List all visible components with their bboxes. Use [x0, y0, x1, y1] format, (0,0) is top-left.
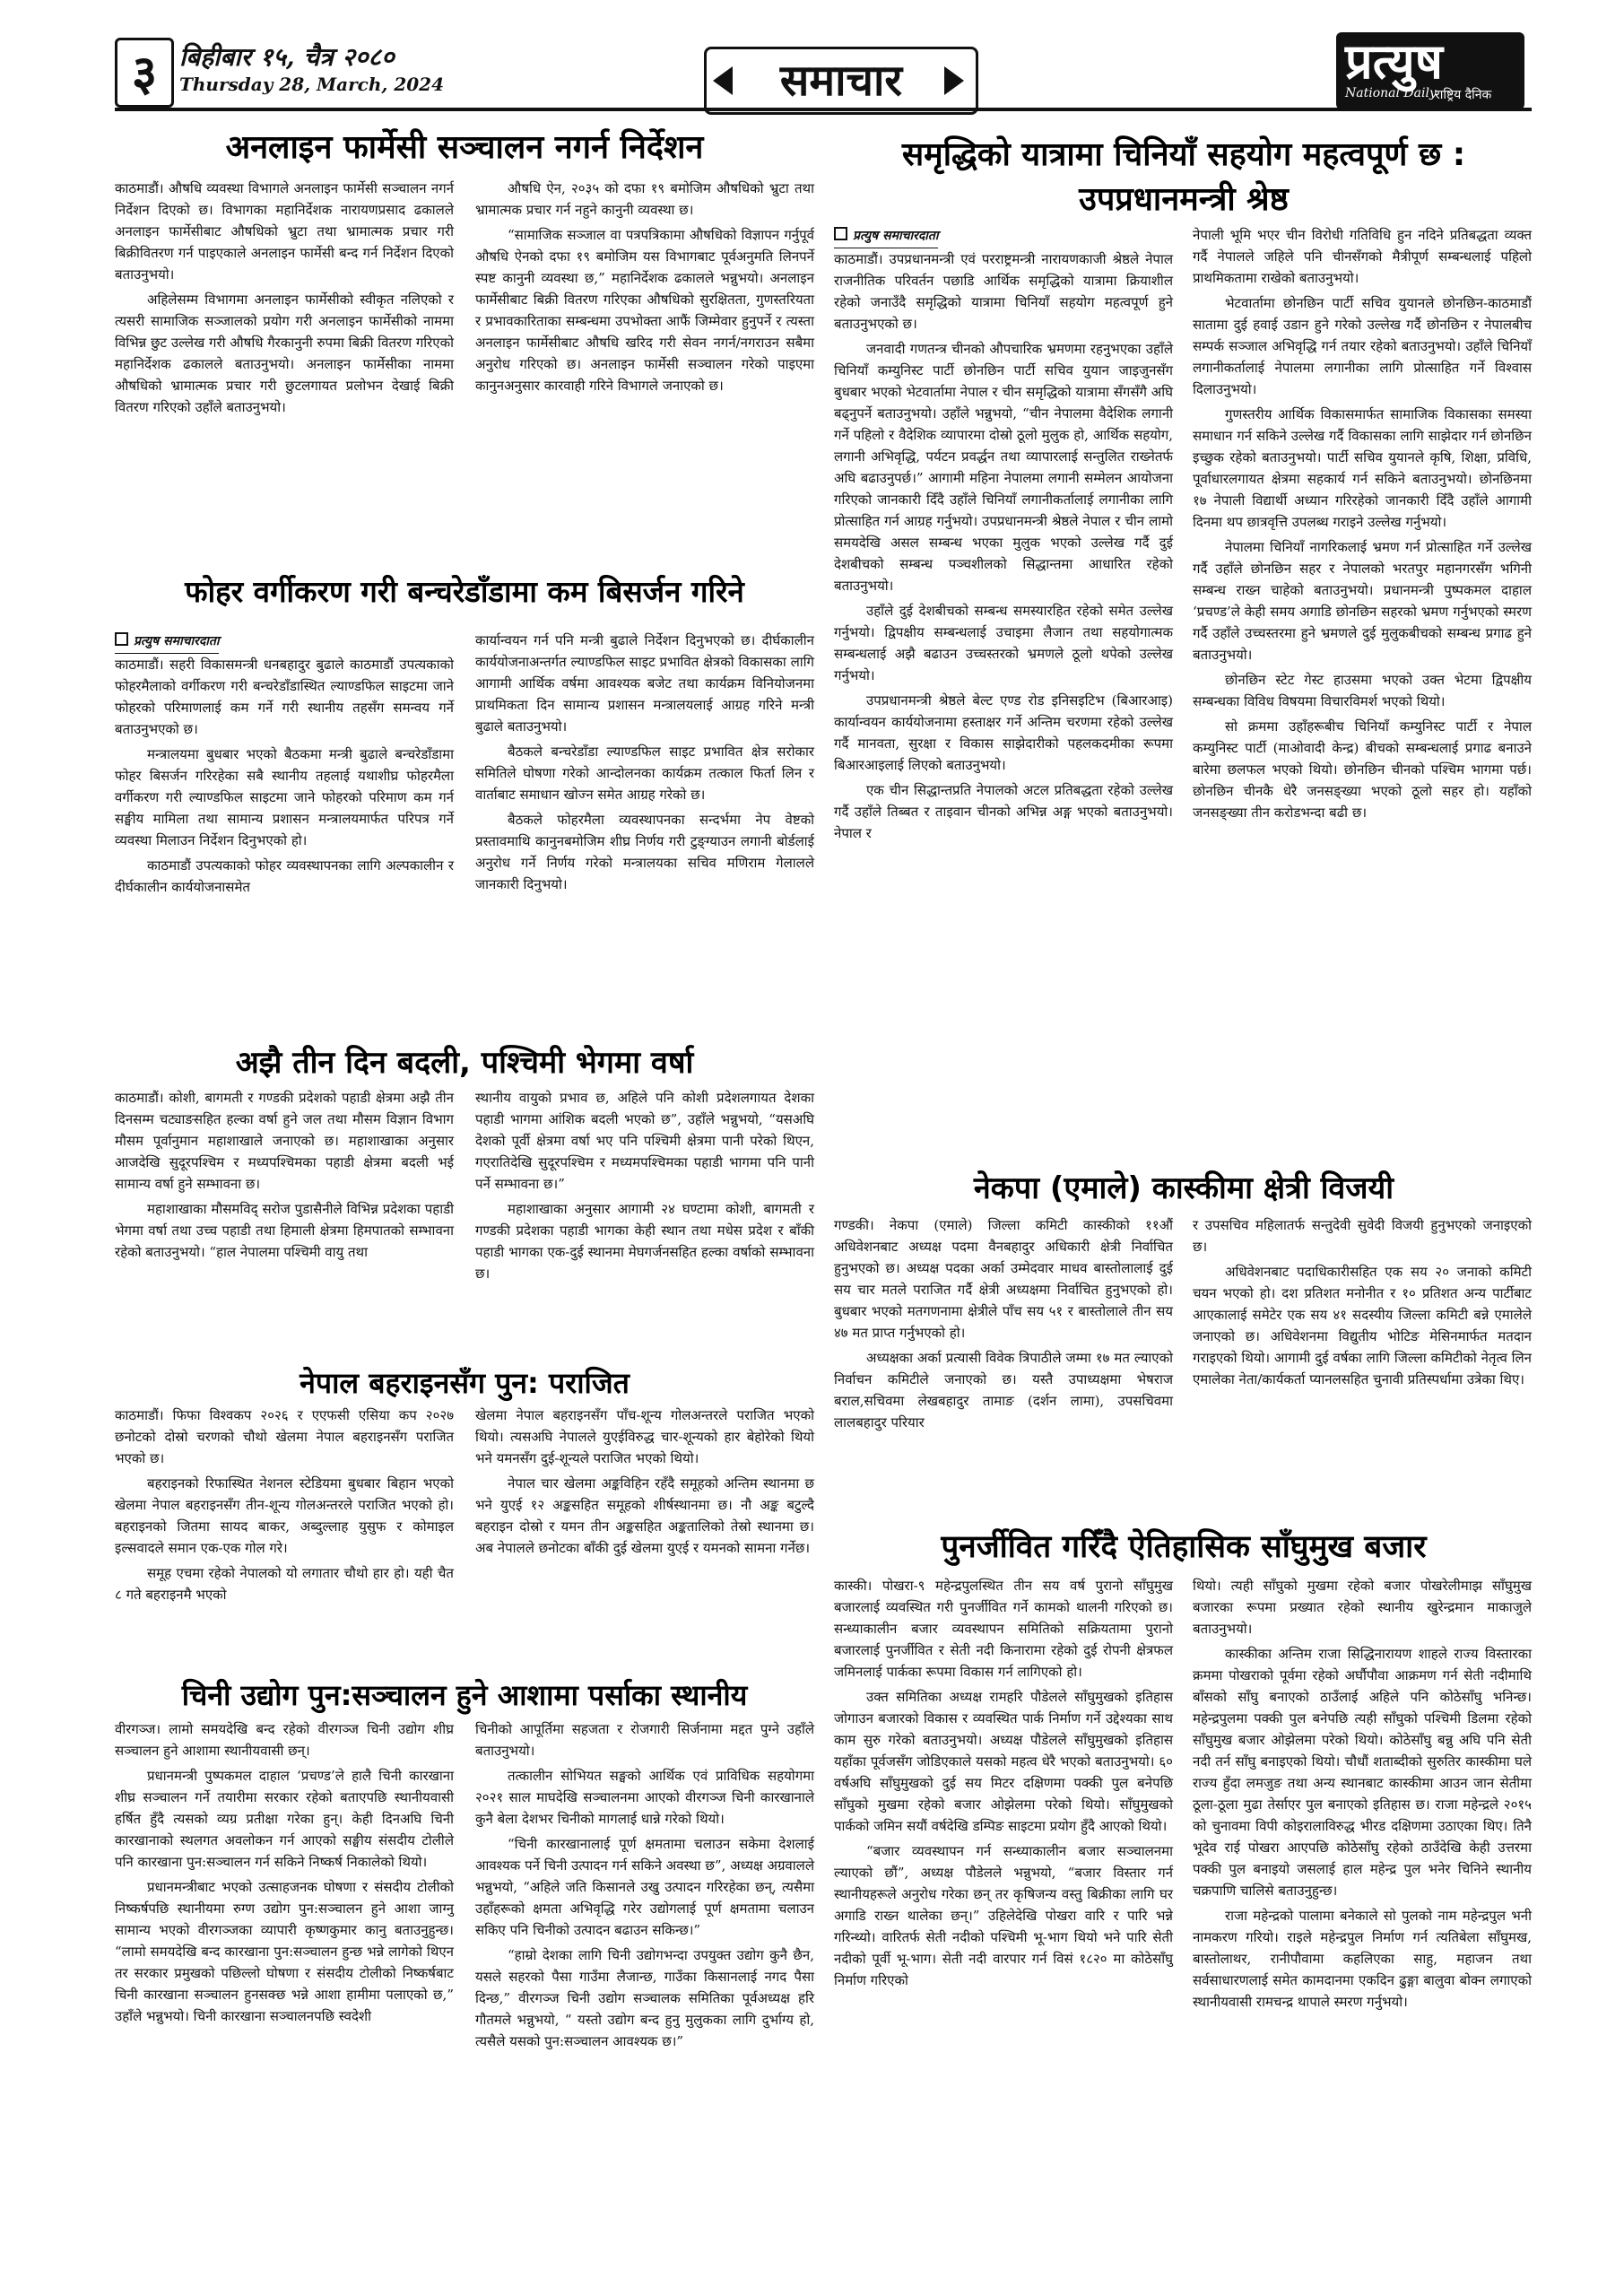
- headline-kaski: नेकपा (एमाले) कास्कीमा क्षेत्री विजयी: [973, 1170, 1394, 1206]
- weather-col-1: [115, 1087, 454, 1266]
- logo-tag-en: National Daily: [1345, 86, 1437, 100]
- paragraph: “हाम्रो देशका लागि चिनी उद्योगभन्दा उपयुक्त उद्योग कुनै छैन, यसले सहरको पैसा गाउँमा लैजान्छ, गाउँका किसानलाई नगद पैसा दिन्छ,” वीरगञ्ज चिनी उद्योग सञ्चालक समितिका पूर्वअध्यक्ष हरि गौतमले भन्नुभयो, “ यस्तो उद्योग बन्द हुनु मुलुकका लागि दुर्भाग्य हो, त्यसैले यसको पुन:सञ्चालन आवश्यक छ।”: [475, 1947, 814, 2049]
- sugar-col-1: [115, 1718, 454, 2031]
- paragraph: काठमाडौं उपत्यकाको फोहर व्यवस्थापनका लागि अल्पकालीन र दीर्घकालीन कार्ययोजनासमेत: [115, 857, 454, 895]
- paragraph: खेलमा नेपाल बहराइनसँग पाँच-शून्य गोलअन्तरले पराजित भएको थियो। त्यसअघि नेपालले युएईविरुद्ध चार-शून्यको हार बेहोरेको थियो भने यमनसँग दुई-शून्यले पराजित भएको थियो।: [475, 1407, 814, 1466]
- paragraph: औषधि ऐन, २०३५ को दफा १९ बमोजिम औषधिको भ्रुटा तथा भ्रामात्मक प्रचार गर्न नहुने कानुनी व्यवस्था छ।: [475, 180, 814, 218]
- paragraph: प्रधानमन्त्रीबाट भएको उत्साहजनक घोषणा र संसदीय टोलीको निष्कर्षपछि स्थानीयमा रुग्ण उद्योग पुन:सञ्चालन हुने आशा जाग्नु सामान्य भएको वीरगञ्जका व्यापारी कृष्णकुमार कानु बताउनुहुन्छ। “लामो समयदेखि बन्द कारखाना पुन:सञ्चालन हुन्छ भन्ने लागेको थिएन तर सरकार प्रमुखको पछिल्लो घोषणा र संसदीय टोलीको निष्कर्षबाट चिनी कारखाना सञ्चालन हुनसक्छ भन्ने आशा हामीमा पलाएको छ,” उहाँले भन्नुभयो। चिनी कारखाना सञ्चालनपछि स्वदेशी: [115, 1879, 454, 2024]
- waste-col-2: [475, 630, 814, 899]
- pharmacy-col-1: [115, 178, 454, 422]
- arrow-right-icon: [944, 66, 964, 95]
- paragraph: काठमाडौं। उपप्रधानमन्त्री एवं परराष्ट्रमन्त्री नारायणकाजी श्रेष्ठले नेपाल राजनीतिक परिवर्तन पछाडि आर्थिक समृद्धिको यात्रामा क्रियाशील रहेको जनाउँदै समृद्धिको यात्रामा चिनियाँ सहयोग महत्वपूर्ण हुने बताउनुभएको छ।: [834, 251, 1173, 332]
- date-english: Thursday 28, March, 2024: [179, 74, 444, 95]
- paragraph: बहराइनको रिफास्थित नेशनल स्टेडियमा बुधबार बिहान भएको खेलमा नेपाल बहराइनसँग तीन-शून्य गोलअन्तरले पराजित भएको हो। बहराइनको जितमा सायद बाकर, अब्दुल्लाह युसुफ र कोमाइल इल्सवादले समान एक-एक गोल गरे।: [115, 1475, 454, 1556]
- waste-col-1: [115, 630, 454, 901]
- paragraph: जनवादी गणतन्त्र चीनको औपचारिक भ्रमणमा रहनुभएका उहाँले चिनियाँ कम्युनिस्ट पार्टी छोनछिन पार्टी सचिव युयान जाइजुनसँग बुधबार भएको भेटवार्तामा नेपाल र चीन समृद्धिको यात्रामा सँगसँगै अघि बढ्नुपर्ने बताउनुभयो। उहाँले भन्नुभयो, “चीन नेपालमा वैदेशिक लगानी गर्ने पहिलो र वैदेशिक व्यापारमा दोस्रो ठूलो मुलुक हो, आर्थिक सहयोग, लगानी अभिवृद्धि, पर्यटन प्रवर्द्धन तथा व्यापारलाई सन्तुलित राख्नेतर्फ अघि बढाउनुपर्छ।” आगामी महिना नेपालमा लगानी सम्मेलन आयोजना गरिएको जानकारी दिँदै उहाँले चिनियाँ लगानीकर्तालाई लगानीका लागि प्रोत्साहित गर्न आग्रह गर्नुभयो। उपप्रधानमन्त्री श्रेष्ठले नेपाल र चीन लामो समयदेखि असल सम्बन्ध भएका मुलुक भएको उल्लेख गर्दै दुई देशबीचको सम्बन्ध पञ्चशीलको सिद्धान्तमा आधारित रहेको बताउनुभयो।: [834, 341, 1173, 594]
- paragraph: अधिवेशनबाट पदाधिकारीसहित एक सय २० जनाको कमिटी चयन भएको हो। दश प्रतिशत मनोनीत र १० प्रतिशत अन्य पार्टीबाट आएकालाई समेटेर एक सय ४१ सदस्यीय जिल्ला कमिटी बन्ने एमालेले जनाएको छ। अधिवेशनमा विद्युतीय भोटिङ मेसिनमार्फत मतदान गराइएको थियो। आगामी दुई वर्षका लागि जिल्ला कमिटीको नेतृत्व लिन एमालेका नेता/कार्यकर्ता प्यानलसहित चुनावी प्रतिस्पर्धामा उत्रेका थिए।: [1193, 1264, 1532, 1387]
- paragraph: छोनछिन स्टेट गेस्ट हाउसमा भएको उक्त भेटमा द्विपक्षीय सम्बन्धका विविध विषयमा विचारविमर्श भएको थियो।: [1193, 672, 1532, 709]
- byline: प्रत्युष समाचारदाता: [115, 631, 219, 654]
- section-title: समाचार: [704, 47, 978, 115]
- headline-china-line1: समृद्धिको यात्रामा चिनियाँ सहयोग महत्वपूर्ण छ :: [901, 136, 1466, 173]
- paragraph: कास्की। पोखरा-९ महेन्द्रपुलस्थित तीन सय वर्ष पुरानो साँघुमुख बजारलाई व्यवस्थित गरी पुनर्जीवित गर्ने कामको थालनी गरिएको छ। सन्ध्याकालीन बजार व्यवस्थापन समितिको सक्रियतामा पुरानो बजारलाई पुनर्जीवित र सेती नदी किनारामा रहेको दुई रोपनी क्षेत्रफल जमिनलाई पार्कका रूपमा विकास गर्न लागिएको हो।: [834, 1578, 1173, 1680]
- headline-weather: अझै तीन दिन बदली, पश्चिमी भेगमा वर्षा: [235, 1045, 694, 1081]
- paragraph: वीरगञ्ज। लामो समयदेखि बन्द रहेको वीरगञ्ज चिनी उद्योग शीघ्र सञ्चालन हुने आशामा स्थानीयवासी छन्।: [115, 1721, 454, 1759]
- logo-tag-np: राष्ट्रिय दैनिक: [1435, 88, 1492, 102]
- paragraph: “सामाजिक सञ्जाल वा पत्रपत्रिकामा औषधिको विज्ञापन गर्नुपूर्व औषधि ऐनको दफा १९ बमोजिम यस विभागबाट पूर्वअनुमति लिनपर्ने स्पष्ट कानुनी व्यवस्था छ,” महानिर्देशक ढकालले भन्नुभयो। अनलाइन फार्मेसीबाट बिक्री वितरण गरिएका औषधिको सुरक्षितता, गुणस्तरियता र प्रभावकारिताका सम्बन्धमा उपभोक्ता आफैं जिम्मेवार हुनुपर्ने र त्यस्ता अनलाइन फार्मेसीबाट औषधि खरिद गरी सेवन नगर्न/नगराउन सबैमा अनुरोध गरिएको छ। अनलाइन फार्मेसी सञ्चालन गरेको पाइएमा कानुनअनुसार कारवाही गरिने विभागले जनाएको छ।: [475, 227, 814, 394]
- pharmacy-col-2: [475, 178, 814, 400]
- bazaar-col-1: [834, 1575, 1173, 1995]
- sugar-col-2: [475, 1718, 814, 2056]
- paragraph: स्थानीय वायुको प्रभाव छ, अहिले पनि कोशी प्रदेशलगायत देशका पहाडी भागमा आंशिक बदली भएको छ”, उहाँले भन्नुभयो, “यसअघि देशको पूर्वी क्षेत्रमा वर्षा भए पनि पश्चिमी क्षेत्रमा पानी परेको थिएन, गएरातिदेखि सुदूरपश्चिम र मध्यमपश्चिमका पहाडी भागमा पनि पानी पर्ने सम्भावना छ।”: [475, 1090, 814, 1192]
- paragraph: नेपाली भूमि भएर चीन विरोधी गतिविधि हुन नदिने प्रतिबद्धता व्यक्त गर्दै नेपालले जहिले पनि चीनसँगको मैत्रीपूर्ण सम्बन्धलाई पहिलो प्राथमिकतामा राखेको बताउनुभयो।: [1193, 227, 1532, 286]
- paragraph: काठमाडौं। कोशी, बागमती र गण्डकी प्रदेशको पहाडी क्षेत्रमा अझै तीन दिनसम्म चट्याङसहित हल्का वर्षा हुने जल तथा मौसम विज्ञान विभाग मौसम पूर्वानुमान महाशाखाले जनाएको छ। महाशाखाका अनुसार आजदेखि सुदूरपश्चिम र मध्यपश्चिमका पहाडी क्षेत्रमा बदली भई सामान्य वर्षा हुने सम्भावना छ।: [115, 1090, 454, 1192]
- paragraph: अध्यक्षका अर्का प्रत्यासी विवेक त्रिपाठीले जम्मा १७ मत ल्याएको निर्वाचन कमिटीले जनाएको छ। यस्तै उपाध्यक्षमा भेषराज बराल,सचिवमा लेखबहादुर तामाङ (दर्शन लामा), उपसचिवमा लालबहादुर परियार: [834, 1350, 1173, 1431]
- newspaper-logo: [1336, 32, 1524, 109]
- square-icon: [834, 227, 847, 240]
- china-col-2: [1193, 224, 1532, 827]
- paragraph: समूह एचमा रहेको नेपालको यो लगातार चौथो हार हो। यही चैत ८ गते बहराइनमै भएको: [115, 1565, 454, 1603]
- paragraph: उपप्रधानमन्त्री श्रेष्ठले बेल्ट एण्ड रोड इनिसइटिभ (बिआरआइ) कार्यान्वयन कार्ययोजनामा हस्ताक्षर गर्ने अन्तिम चरणमा रहेको उल्लेख गर्दै मानवता, सुरक्षा र विकास साझेदारीको पहलकदमीका रूपमा बिआरआइलाई लिएको बताउनुभयो।: [834, 692, 1173, 773]
- headline-football: नेपाल बहराइनसँग पुन: पराजित: [300, 1366, 630, 1400]
- arrow-left-icon: [713, 66, 733, 95]
- paragraph: सो क्रममा उहाँहरूबीच चिनियाँ कम्युनिस्ट पार्टी र नेपाल कम्युनिस्ट पार्टी (माओवादी केन्द्र) बीचको सम्बन्धलाई प्रगाढ बनाउने बारेमा छलफल भएको थियो। छोनछिन चीनको पश्चिम भागमा पर्छ। छोनछिन चीनकै धेरै जनसङ्ख्या भएको ठूलो सहर हो। यहाँको जनसङ्ख्या तीन करोडभन्दा बढी छ।: [1193, 718, 1532, 821]
- paragraph: एक चीन सिद्धान्तप्रति नेपालको अटल प्रतिबद्धता रहेको उल्लेख गर्दै उहाँले तिब्बत र ताइवान चीनको अभिन्न अङ्ग भएको बताउनुभयो। नेपाल र: [834, 782, 1173, 841]
- paragraph: बैठकले बन्चरेडाँडा ल्याण्डफिल साइट प्रभावित क्षेत्र सरोकार समितिले घोषणा गरेको आन्दोलनका कार्यक्रम तत्काल फिर्ता लिन र वार्ताबाट समाधान खोज्न समेत आग्रह गरेको छ।: [475, 744, 814, 803]
- paragraph: कार्यान्वयन गर्न पनि मन्त्री बुढाले निर्देशन दिनुभएको छ। दीर्घकालीन कार्ययोजनाअन्तर्गत ल्याण्डफिल साइट प्रभावित क्षेत्रको विकासका लागि आगामी आर्थिक वर्षमा आवश्यक बजेट तथा कार्यक्रम विनियोजनमा प्राथमिकता दिन सामान्य प्रशासन मन्त्रालयलाई आग्रह गरिने मन्त्री बुढाले बताउनुभयो।: [475, 632, 814, 735]
- paragraph: तत्कालीन सोभियत सङ्घको आर्थिक एवं प्राविधिक सहयोगमा २०२१ साल माघदेखि सञ्चालनमा आएको वीरगञ्ज चिनी कारखानाले कुनै बेला देशभर चिनीको मागलाई धान्ने गरेको थियो।: [475, 1768, 814, 1827]
- paragraph: काठमाडौं। औषधि व्यवस्था विभागले अनलाइन फार्मेसी सञ्चालन नगर्न निर्देशन दिएको छ। विभागका महानिर्देशक नारायणप्रसाद ढकालले अनलाइन फार्मेसीबाट औषधिको भ्रुटा तथा भ्रामात्मक प्रचार गरी बिक्रीवितरण गर्न पाइएकाले अनलाइन फार्मेसी बन्द गर्न निर्देशन दिएको बताउनुभयो।: [115, 180, 454, 283]
- paragraph: बैठकले फोहरमैला व्यवस्थापनका सन्दर्भमा नेप वेष्टको प्रस्तावमाथि कानुनबमोजिम शीघ्र निर्णय गरी टुङ्ग्याउन लगानी बोर्डलाई अनुरोध गर्ने निर्णय गरेको मन्त्रालयका सचिव मणिराम गेलालले जानकारी दिनुभयो।: [475, 812, 814, 892]
- paragraph: नेपालमा चिनियाँ नागरिकलाई भ्रमण गर्न प्रोत्साहित गर्ने उल्लेख गर्दै उहाँले छोनछिन सहर र नेपालको भरतपुर महानगरसँग भगिनी सम्बन्ध राख्न चाहेको बताउनुभयो। प्रधानमन्त्री पुष्पकमल दाहाल ‘प्रचण्ड’ले केही समय अगाडि छोनछिन सहरको भ्रमण गर्नुभएको स्मरण गर्दै उहाँले उच्चस्तरमा हुने भ्रमणले दुई मुलुकबीचको सम्बन्ध प्रगाढ हुने बताउनुभयो।: [1193, 539, 1532, 663]
- paragraph: अहिलेसम्म विभागमा अनलाइन फार्मेसीको स्वीकृत नलिएको र त्यसरी सामाजिक सञ्जालको प्रयोग गरी अनलाइन फार्मेसीको नाममा विभिन्न छुट उल्लेख गरी औषधि गैरकानुनी रुपमा बिक्री वितरण गरिएको महानिर्देशक ढकालले बताउनुभयो। अनलाइन फार्मेसीका नाममा औषधिको भ्रामात्मक प्रचार गरी छुटलगायत प्रलोभन देखाई बिक्री वितरण गरिएको उहाँले बताउनुभयो।: [115, 291, 454, 415]
- page-number: ३: [115, 38, 174, 108]
- paragraph: चिनीको आपूर्तिमा सहजता र रोजगारी सिर्जनामा मद्दत पुग्ने उहाँले बताउनुभयो।: [475, 1721, 814, 1759]
- paragraph: काठमाडौं। सहरी विकासमन्त्री धनबहादुर बुढाले काठमाडौं उपत्यकाको फोहरमैलाको वर्गीकरण गरी बन्चरेडाँडास्थित ल्याण्डफिल साइटमा जाने फोहरको परिमाणलाई कम गर्ने गरी स्थानीय तहसँग समन्वय गर्ने बताउनुभएको छ।: [115, 657, 454, 737]
- headline-pharmacy: अनलाइन फार्मेसी सञ्चालन नगर्न निर्देशन: [225, 129, 704, 166]
- date-nepali: बिहीबार १५, चैत्र २०८०: [179, 42, 395, 72]
- paragraph: राजा महेन्द्रको पालामा बनेकाले सो पुलको नाम महेन्द्रपुल भनी नामकरण गरियो। राइले महेन्द्रपुल निर्माण गर्न त्यतिबेला साँघुमख, बास्तोलाथर, रानीपौवामा कहलिएका साहु, महाजन तथा सर्वसाधारणलाई समेत कामदानमा एकदिन ढुङ्गा बालुवा बोक्न लगाएको स्थानीयवासी रामचन्द्र थापाले स्मरण गर्नुभयो।: [1193, 1908, 1532, 2010]
- weather-col-2: [475, 1087, 814, 1288]
- paragraph: भेटवार्तामा छोनछिन पार्टी सचिव युयानले छोनछिन-काठमाडौं सातामा दुई हवाई उडान हुने गरेको उल्लेख गर्दै छोनछिन र नेपालबीच सम्पर्क सञ्जाल अभिवृद्धि गर्न तयार रहेको बताउनुभयो। उहाँले चिनियाँ लगानीकर्तालाई नेपालमा लगानीका लागि प्रोत्साहित गर्ने विश्वास दिलाउनुभयो।: [1193, 295, 1532, 397]
- kaski-col-1: [834, 1214, 1173, 1437]
- square-icon: [115, 632, 128, 646]
- paragraph: महाशाखाका अनुसार आगामी २४ घण्टामा कोशी, बागमती र गण्डकी प्रदेशका पहाडी भागका केही स्थान तथा मधेस प्रदेश र बाँकी पहाडी भागका एक-दुई स्थानमा मेघगर्जनसहित हल्का वर्षाको सम्भावना छ।: [475, 1201, 814, 1282]
- headline-china-line2: उपप्रधानमन्त्री श्रेष्ठ: [1079, 181, 1289, 218]
- headline-bazaar: पुनर्जीवित गरिँदै ऐतिहासिक साँघुमुख बजार: [941, 1529, 1427, 1565]
- paragraph: “बजार व्यवस्थापन गर्न सन्ध्याकालीन बजार सञ्चालनमा ल्याएको छौं”, अध्यक्ष पौडेलले भन्नुभयो, “बजार विस्तार गर्न स्थानीयहरूले अनुरोध गरेका छन् तर कृषिजन्य वस्तु बिक्रीका लागि घर अगाडि राख्न थालेका छन्।” उहिलेदेखि पोखरा वारि र पारि भन्ने गरिन्थ्यो। वारितर्फ सेती नदीको पश्चिमी भू-भाग थियो भने पारि सेती नदीको पूर्वी भू-भाग। सेती नदी वारपार गर्न विसं १८२० मा कोठेसाँघु निर्माण गरिएको: [834, 1843, 1173, 1988]
- paragraph: उक्त समितिका अध्यक्ष रामहरि पौडेलले साँघुमुखको इतिहास जोगाउन बजारको विकास र व्यवस्थित पार्क निर्माण गर्ने उद्देश्यका साथ काम सुरु गरेको बताउनुभयो। अध्यक्ष पौडेलले साँघुमुखको इतिहास यहाँका पूर्वजसँग जोडिएकाले यसको महत्व धेरै भएको बताउनुभयो। ६० वर्षअघि साँघुमुखको दुई सय मिटर दक्षिणमा पक्की पुल बनेपछि साँघुको मुखमा रहेको बजार ओझेलमा परेको थियो। साँघुमुखको पार्कको जमिन सयौं वर्षदेखि डम्पिङ साइटमा प्रयोग हुँदै आएको थियो।: [834, 1689, 1173, 1834]
- paragraph: महाशाखाका मौसमविद् सरोज पुडासैनीले विभिन्न प्रदेशका पहाडी भेगमा वर्षा तथा उच्च पहाडी तथा हिमाली क्षेत्रमा हिमपातको सम्भावना रहेको बताउनुभयो। “हाल नेपालमा पश्चिमी वायु तथा: [115, 1201, 454, 1260]
- paragraph: “चिनी कारखानालाई पूर्ण क्षमतामा चलाउन सकेमा देशलाई आवश्यक पर्ने चिनी उत्पादन गर्न सकिने अवस्था छ”, अध्यक्ष अग्रवालले भन्नुभयो, “अहिले जति किसानले उखु उत्पादन गरिरहेका छन्, त्यसैमा उहाँहरूको क्षमता अभिवृद्धि गरेर उद्योगलाई पूर्ण क्षमतामा चलाउन सकिए पनि चिनीको उत्पादन बढाउन सकिन्छ।”: [475, 1836, 814, 1938]
- paragraph: मन्त्रालयमा बुधबार भएको बैठकमा मन्त्री बुढाले बन्चरेडाँडामा फोहर बिसर्जन गरिरहेका सबै स्थानीय तहलाई यथाशीघ्र फोहरमैला वर्गीकरण गरी ल्याण्डफिल साइटमा जाने फोहरको परिमाण कम गर्न सङ्घीय मामिला तथा सामान्य प्रशासन मन्त्रालयमार्फत परिपत्र गर्ने व्यवस्था मिलाउन निर्देशन दिनुभएको हो।: [115, 746, 454, 848]
- paragraph: नेपाल चार खेलमा अङ्कविहिन रहँदै समूहको अन्तिम स्थानमा छ भने युएई १२ अङ्कसहित समूहको शीर्षस्थानमा छ। नौ अङ्क बटुल्दै बहराइन दोस्रो र यमन तीन अङ्कसहित अङ्कतालिको तेस्रो स्थानमा छ। अब नेपालले छनोटका बाँकी दुई खेलमा युएई र यमनको सामना गर्नेछ।: [475, 1475, 814, 1556]
- paragraph: गुणस्तरीय आर्थिक विकासमार्फत सामाजिक विकासका समस्या समाधान गर्न सकिने उल्लेख गर्दै विकासका लागि साझेदार गर्न छोनछिन इच्छुक रहेको बताउनुभयो। पार्टी सचिव युयानले कृषि, शिक्षा, प्रविधि, पूर्वाधारलगायत क्षेत्रमा सहकार्य गर्न सकिने बताउनुभयो। छोनछिनमा १७ नेपाली विद्यार्थी अध्यान गरिरहेको जानकारी दिँदै उहाँले आगामी दिनमा थप छात्रवृत्ति उपलब्ध गराइने उल्लेख गर्नुभयो।: [1193, 406, 1532, 530]
- headline-sugar: चिनी उद्योग पुन:सञ्चालन हुने आशामा पर्साका स्थानीय: [181, 1678, 748, 1712]
- paragraph: प्रधानमन्त्री पुष्पकमल दाहाल ‘प्रचण्ड’ले हालै चिनी कारखाना शीघ्र सञ्चालन गर्ने तयारीमा सरकार रहेको बताएपछि स्थानीयवासी हर्षित हुँदै त्यसको व्यग्र प्रतीक्षा गरेका हुन्। केही दिनअघि चिनी कारखानाको स्थलगत अवलोकन गर्न आएको सङ्घीय संसदीय टोलीले पनि कारखाना पुन:सञ्चालन गर्न सकिने निष्कर्ष निकालेको थियो।: [115, 1768, 454, 1870]
- bazaar-col-2: [1193, 1575, 1532, 2016]
- paragraph: र उपसचिव महिलातर्फ सन्तुदेवी सुवेदी विजयी हुनुभएको जनाइएको छ।: [1193, 1217, 1532, 1255]
- kaski-col-2: [1193, 1214, 1532, 1394]
- byline: प्रत्युष समाचारदाता: [834, 225, 938, 248]
- football-col-1: [115, 1405, 454, 1609]
- paragraph: गण्डकी। नेकपा (एमाले) जिल्ला कमिटी कास्कीको ११औं अधिवेशनबाट अध्यक्ष पदमा वैनबहादुर अधिकारी क्षेत्री निर्वाचित हुनुभएको छ। अध्यक्ष पदका अर्का उम्मेदवार माधव बास्तोलालाई दुई सय चार मतले पराजित गर्दै क्षेत्री अध्यक्षमा निर्वाचित हुनुभएको हो। बुधबार भएको मतगणनामा क्षेत्रीले पाँच सय ५१ र बास्तोलाले तीन सय ४७ मत प्राप्त गर्नुभएको हो।: [834, 1217, 1173, 1341]
- logo-name: प्रत्युष: [1345, 32, 1443, 90]
- paragraph: उहाँले दुई देशबीचको सम्बन्ध समस्यारहित रहेको समेत उल्लेख गर्नुभयो। द्विपक्षीय सम्बन्धलाई उचाइमा लैजान तथा सहयोगात्मक सम्बन्धलाई अझै बढाउन उच्चस्तरको भ्रमणले ठूलो थपेको उल्लेख गर्नुभयो।: [834, 603, 1173, 683]
- paragraph: थियो। त्यही साँघुको मुखमा रहेको बजार पोखरेलीमाझ साँघुमुख बजारका रूपमा प्रख्यात रहेको स्थानीय खुरेन्द्रमान माकाजुले बताउनुभयो।: [1193, 1578, 1532, 1637]
- paragraph: काठमाडौं। फिफा विश्वकप २०२६ र एएफसी एसिया कप २०२७ छनोटको दोस्रो चरणको चौथो खेलमा नेपाल बहराइनसँग पराजित भएको छ।: [115, 1407, 454, 1466]
- china-col-1: [834, 224, 1173, 848]
- headline-waste: फोहर वर्गीकरण गरी बन्चरेडाँडामा कम बिसर्जन गरिने: [185, 574, 744, 609]
- paragraph: कास्कीका अन्तिम राजा सिद्धिनारायण शाहले राज्य विस्तारका क्रममा पोखराको पूर्वमा रहेको अर्घौपौवा आक्रमण गर्न सेती नदीमाथि बाँसको साँघु बनाएको ठाउँलाई अहिले पनि कोठेसाँघु भनिन्छ। महेन्द्रपुलमा पक्की पुल बनेपछि त्यही साँघुको पश्चिमी डिलमा रहेको साँघुमुख बजार ओझेलमा परेको थियो। कोठेसाँघु बन्नु अघि पनि सेती नदी तर्न साँघु बनाइएको थियो। चौधौं शताब्दीको सुरुतिर कास्कीमा घले राज्य हुँदा लमजुङ तथा अन्य स्थानबाट कास्कीमा आउन जान सेतीमा ठूला-ठूला मुढा तेर्साएर पुल बनाएको इतिहास छ। राजा महेन्द्रले २०१५ को चुनावमा विपी कोइरालाविरुद्ध भीरड दक्षिणमा उठाएका थिए। तिनै भूदेव राई पोखरा आएपछि कोठेसाँघु रहेको ठाउँदेखि केही उत्तरमा पक्की पुल बनाइयो जसलाई हाल महेन्द्र पुल भनेर चिनिने स्थानीय चक्रपाणि चालिसे बताउनुहुन्छ।: [1193, 1646, 1532, 1899]
- football-col-2: [475, 1405, 814, 1562]
